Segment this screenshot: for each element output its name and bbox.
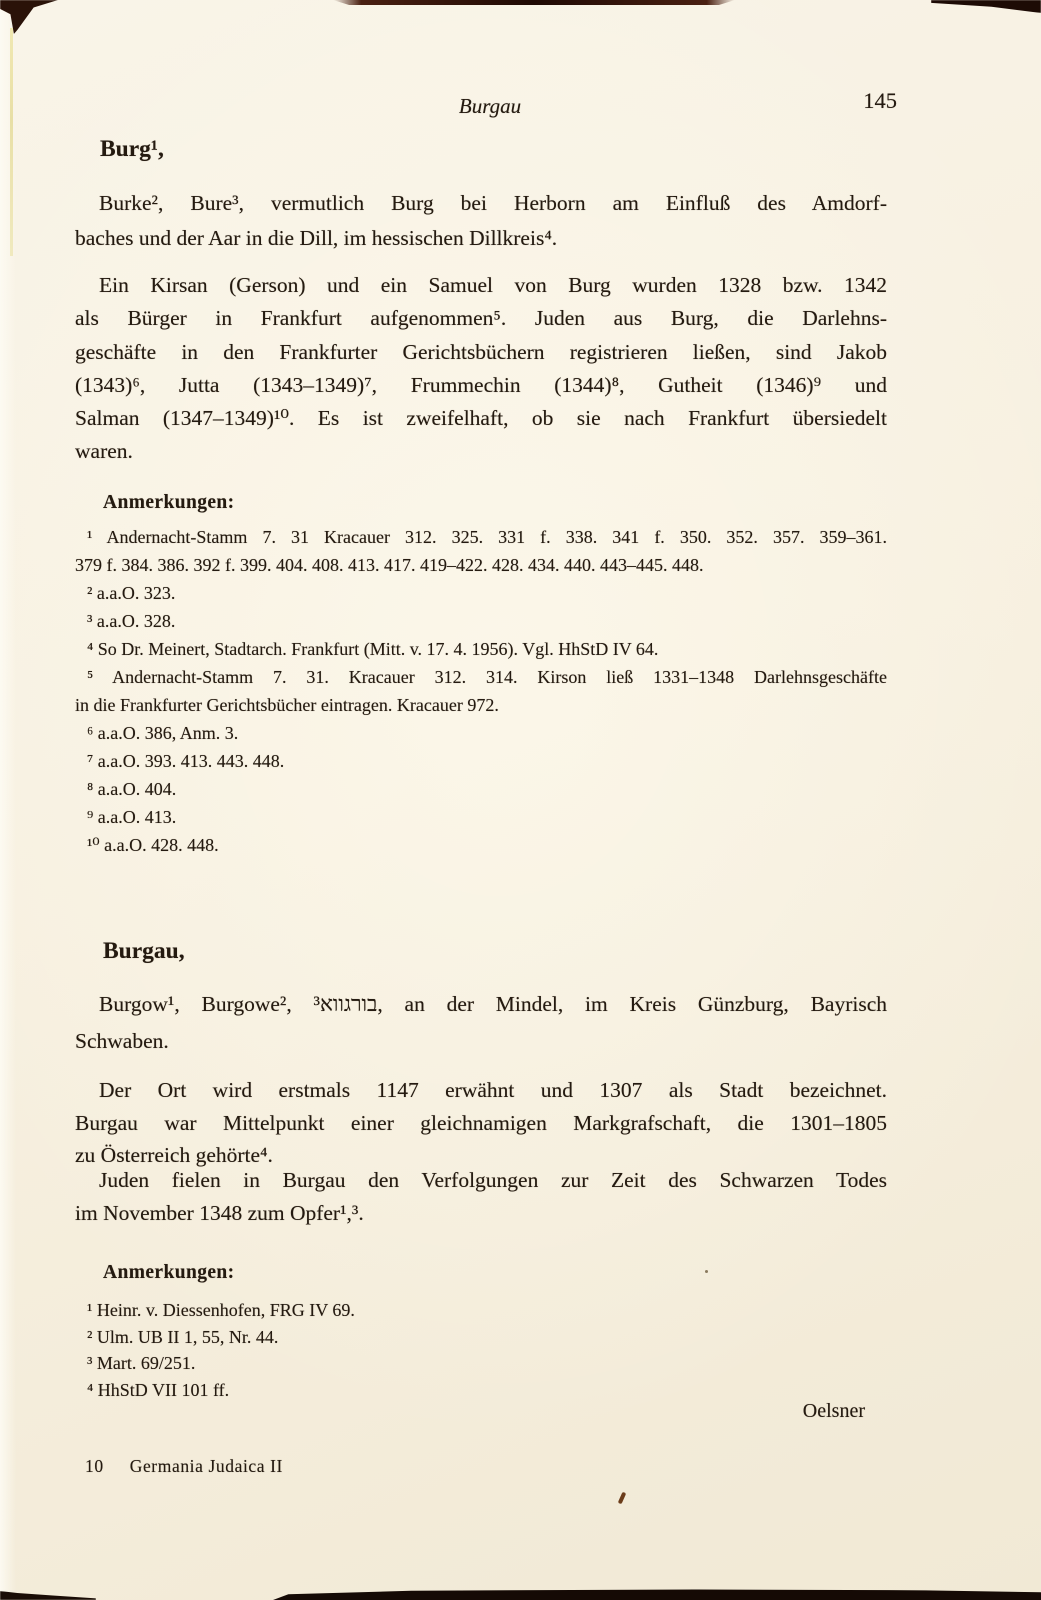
footnote	[75, 775, 887, 803]
entry-heading-burg: Burg¹,	[100, 136, 164, 162]
text-line: (1343)⁶, Jutta (1343–1349)⁷, Frummechin (1344)⁸, Gutheit (1346)⁹ und	[75, 372, 887, 397]
footnotes-burgau	[75, 1297, 887, 1403]
text-line: in die Frankfurter Gerichtsbücher eintragen. Kracauer 972.	[75, 695, 499, 715]
footnote	[75, 747, 887, 775]
text-line: im November 1348 zum Opfer¹,³.	[75, 1200, 364, 1225]
footnote	[75, 579, 887, 607]
sheet-number: 10	[85, 1456, 104, 1476]
footnote	[75, 523, 887, 579]
scan-crease-line	[10, 28, 13, 256]
text-line: ¹ Heinr. v. Diessenhofen, FRG IV 69.	[87, 1300, 355, 1320]
footnote	[75, 1350, 887, 1377]
text-line: Salman (1347–1349)¹⁰. Es ist zweifelhaft, ob sie nach Frankfurt übersiedelt	[75, 406, 887, 431]
scan-artifact-bottom-bar	[273, 1589, 1041, 1600]
running-header	[75, 94, 905, 119]
text-line: als Bürger in Frankfurt aufgenommen⁵. Juden aus Burg, die Darlehns-	[75, 306, 887, 331]
text-line: ⁸ a.a.O. 404.	[87, 779, 177, 799]
notes-heading-burgau: Anmerkungen:	[103, 1262, 235, 1283]
text-line: ¹⁰ a.a.O. 428. 448.	[87, 835, 219, 855]
footnotes-burg	[75, 523, 887, 859]
text-line: waren.	[75, 439, 133, 464]
paragraph-burgau-identification	[75, 986, 887, 1060]
text-line: ⁵ Andernacht-Stamm 7. 31. Kracauer 312. 314. Kirson ließ 1331–1348 Darlehnsgeschäfte	[87, 667, 887, 687]
text-line: Ein Kirsan (Gerson) und ein Samuel von Burg wurden 1328 bzw. 1342	[99, 273, 887, 297]
paragraph-burg-identification	[75, 186, 887, 256]
text-line: zu Österreich gehörte⁴.	[75, 1143, 273, 1167]
paragraph-burg-history	[75, 269, 887, 469]
footnote	[75, 663, 887, 719]
scan-artifact-top-bar	[333, 0, 735, 5]
notes-heading-burg: Anmerkungen:	[103, 492, 235, 513]
scan-dust-speck	[705, 1270, 708, 1273]
text-line: Der Ort wird erstmals 1147 erwähnt und 1307 als Stadt bezeichnet.	[99, 1078, 887, 1102]
text-line: ¹ Andernacht-Stamm 7. 31 Kracauer 312. 325. 331 f. 338. 341 f. 350. 352. 357. 359–361.	[87, 527, 887, 547]
footnote	[75, 635, 887, 663]
text-line: ⁴ HhStD VII 101 ff.	[87, 1379, 230, 1400]
footnote	[75, 607, 887, 635]
text-line: Burgow¹, Burgowe², בורגווא³, an der Mindel, im Kreis Günzburg, Bayrisch	[99, 992, 887, 1016]
footnote	[75, 803, 887, 831]
footnote	[75, 831, 887, 859]
scan-ink-speck	[618, 1492, 627, 1505]
text-line: geschäfte in den Frankfurter Gerichtsbüchern registrieren ließen, sind Jakob	[75, 339, 887, 364]
text-line: ³ Mart. 69/251.	[87, 1353, 196, 1373]
text-line: 379 f. 384. 386. 392 f. 399. 404. 408. 413. 417. 419–422. 428. 434. 440. 443–445. 448.	[75, 555, 704, 575]
text-line: Juden fielen in Burgau den Verfolgungen zur Zeit des Schwarzen Todes	[99, 1168, 887, 1192]
paragraph-burgau-persecution	[75, 1164, 887, 1229]
text-line: baches und der Aar in die Dill, im hessischen Dillkreis⁴.	[75, 226, 558, 250]
entry-heading-burgau: Burgau,	[103, 938, 185, 964]
author-signature: Oelsner	[802, 1400, 865, 1422]
scan-artifact-top-left	[0, 0, 58, 34]
text-line: Burgau war Mittelpunkt einer gleichnamigen Markgrafschaft, die 1301–1805	[75, 1110, 887, 1135]
text-line: ⁷ a.a.O. 393. 413. 443. 448.	[87, 751, 285, 771]
text-line: ⁹ a.a.O. 413.	[87, 807, 177, 827]
text-line: ² a.a.O. 323.	[87, 583, 176, 603]
scan-edge-highlight	[0, 0, 16, 1600]
running-title: Burgau	[458, 94, 522, 118]
book-title: Germania Judaica II	[129, 1456, 283, 1476]
text-line: Burke², Bure³, vermutlich Burg bei Herborn am Einfluß des Amdorf-	[99, 191, 887, 215]
text-line: ⁶ a.a.O. 386, Anm. 3.	[87, 723, 239, 743]
text-line: ³ a.a.O. 328.	[87, 611, 176, 631]
page-number: 145	[863, 88, 897, 113]
paragraph-burgau-history	[75, 1074, 887, 1172]
signature-mark	[85, 1456, 283, 1477]
footnote	[75, 719, 887, 747]
text-line: ⁴ So Dr. Meinert, Stadtarch. Frankfurt (Mitt. v. 17. 4. 1956). Vgl. HhStD IV 64.	[87, 639, 659, 659]
footnote	[75, 1297, 887, 1324]
text-line: Schwaben.	[75, 1029, 169, 1053]
scan-artifact-top-right	[931, 0, 1041, 13]
text-line: ² Ulm. UB II 1, 55, Nr. 44.	[87, 1326, 279, 1347]
footnote	[75, 1324, 887, 1351]
scan-artifact-bottom-left	[0, 1591, 96, 1600]
